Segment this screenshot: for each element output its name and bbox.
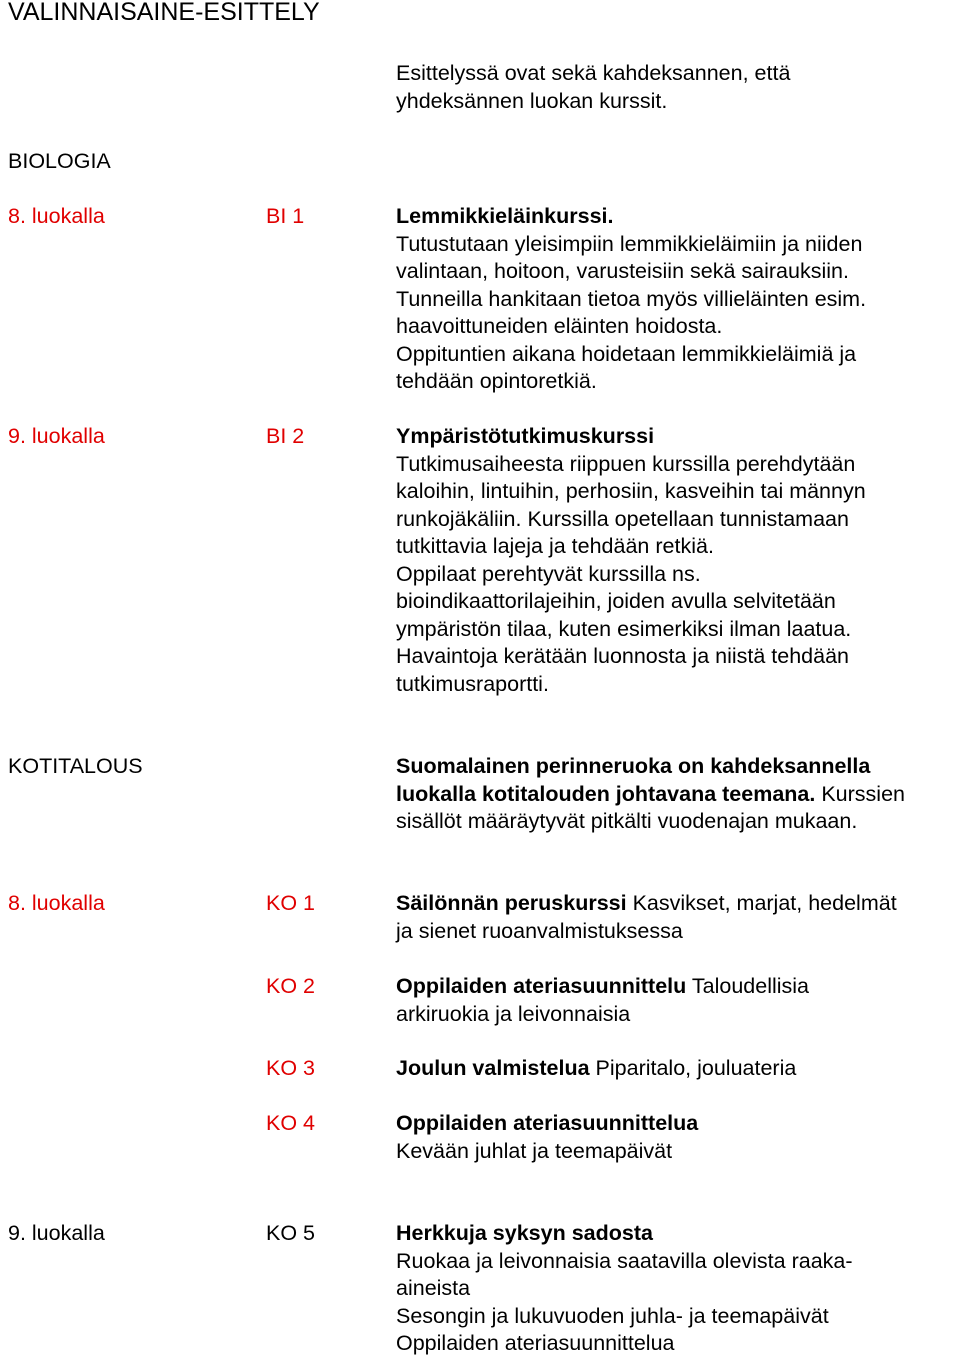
intro-bold-line: Suomalainen perinneruoka on kahdeksannella bbox=[396, 754, 871, 778]
course-line: aineista bbox=[396, 1276, 471, 1300]
course-desc: Taloudellisia bbox=[686, 974, 810, 998]
course-heading-line bbox=[396, 890, 897, 918]
bi1-grade: 8. luokalla bbox=[8, 204, 105, 228]
ko1-code: KO 1 bbox=[266, 891, 315, 915]
course-line: kaloihin, lintuihin, perhosiin, kasveihin tai männyn bbox=[396, 479, 866, 503]
course-heading-line bbox=[396, 1055, 796, 1083]
course-line: bioindikaattorilajeihin, joiden avulla selvitetään bbox=[396, 589, 836, 613]
course-heading-line bbox=[396, 973, 809, 1001]
course-line: Tutustutaan yleisimpiin lemmikkieläimiin ja niiden bbox=[396, 231, 863, 256]
ko3-code: KO 3 bbox=[266, 1056, 315, 1080]
course-line: ympäristön tilaa, kuten esimerkiksi ilman laatua. bbox=[396, 616, 852, 641]
course-line: Tunneilla hankitaan tietoa myös villieläinten esim. bbox=[396, 286, 867, 311]
intro-line: yhdeksännen luokan kurssit. bbox=[396, 88, 668, 113]
course-line: tehdään opintoretkiä. bbox=[396, 369, 597, 393]
course-line: Ruokaa ja leivonnaisia saatavilla olevista raaka- bbox=[396, 1248, 853, 1273]
course-line: Oppituntien aikana hoidetaan lemmikkieläimiä ja bbox=[396, 341, 857, 366]
intro-line: Esittelyssä ovat sekä kahdeksannen, että bbox=[396, 61, 791, 85]
course-line: Kevään juhlat ja teemapäivät bbox=[396, 1138, 673, 1163]
home-economics-heading: KOTITALOUS bbox=[8, 754, 143, 778]
course-line: Tutkimusaiheesta riippuen kurssilla perehdytään bbox=[396, 451, 856, 476]
course-line: ja sienet ruoanvalmistuksessa bbox=[396, 918, 683, 943]
ko3-description bbox=[396, 1055, 796, 1083]
course-line: tutkimusraportti. bbox=[396, 671, 549, 696]
course-line: runkojäkäliin. Kurssilla opetellaan tunnistamaan bbox=[396, 506, 849, 531]
course-line: Oppilaat perehtyvät kurssilla ns. bbox=[396, 561, 701, 586]
course-desc: Kasvikset, marjat, hedelmät bbox=[626, 891, 897, 915]
ko1-description bbox=[396, 890, 897, 945]
course-line: haavoittuneiden eläinten hoidosta. bbox=[396, 314, 723, 338]
bi1-description bbox=[396, 203, 866, 396]
ko2-code: KO 2 bbox=[266, 974, 315, 998]
course-line: arkiruokia ja leivonnaisia bbox=[396, 1001, 631, 1026]
biology-heading: BIOLOGIA bbox=[8, 149, 111, 173]
course-name: Säilönnän peruskurssi bbox=[396, 891, 627, 915]
intro-line: sisällöt määräytyvät pitkälti vuodenajan mukaan. bbox=[396, 809, 858, 833]
bi2-code: BI 2 bbox=[266, 424, 305, 448]
course-name: Herkkuja syksyn sadosta bbox=[396, 1221, 653, 1245]
ko5-code: KO 5 bbox=[266, 1221, 315, 1245]
course-name: Oppilaiden ateriasuunnittelu bbox=[396, 974, 687, 998]
course-line: valintaan, hoitoon, varusteisiin sekä sairauksiin. bbox=[396, 259, 849, 283]
intro-bold-part: luokalla kotitalouden johtavana teemana. bbox=[396, 781, 816, 806]
ko4-code: KO 4 bbox=[266, 1111, 315, 1135]
course-line: tutkittavia lajeja ja tehdään retkiä. bbox=[396, 534, 714, 558]
intro-mixed-line bbox=[396, 781, 905, 809]
course-desc: Piparitalo, jouluateria bbox=[589, 1056, 797, 1080]
course-name: Lemmikkieläinkurssi. bbox=[396, 204, 614, 228]
page-title: VALINNAISAINE-ESITTELY bbox=[8, 0, 320, 26]
ko-grade-8: 8. luokalla bbox=[8, 891, 105, 915]
course-name: Joulun valmistelua bbox=[396, 1056, 590, 1080]
bi2-description bbox=[396, 423, 866, 698]
home-economics-intro bbox=[396, 753, 905, 836]
course-line: Sesongin ja lukuvuoden juhla- ja teemapäivät bbox=[396, 1303, 829, 1328]
ko2-description bbox=[396, 973, 809, 1028]
ko5-description bbox=[396, 1220, 853, 1358]
bi1-code: BI 1 bbox=[266, 204, 305, 228]
intro-text bbox=[396, 60, 790, 115]
ko4-description bbox=[396, 1110, 698, 1165]
course-line: Havaintoja kerätään luonnosta ja niistä tehdään bbox=[396, 644, 850, 668]
course-name: Ympäristötutkimuskurssi bbox=[396, 424, 655, 448]
course-name: Oppilaiden ateriasuunnittelua bbox=[396, 1111, 699, 1135]
ko-grade-9: 9. luokalla bbox=[8, 1221, 105, 1245]
bi2-grade: 9. luokalla bbox=[8, 424, 105, 448]
course-line: Oppilaiden ateriasuunnittelua bbox=[396, 1331, 675, 1355]
intro-regular-part: Kurssien bbox=[815, 781, 905, 806]
